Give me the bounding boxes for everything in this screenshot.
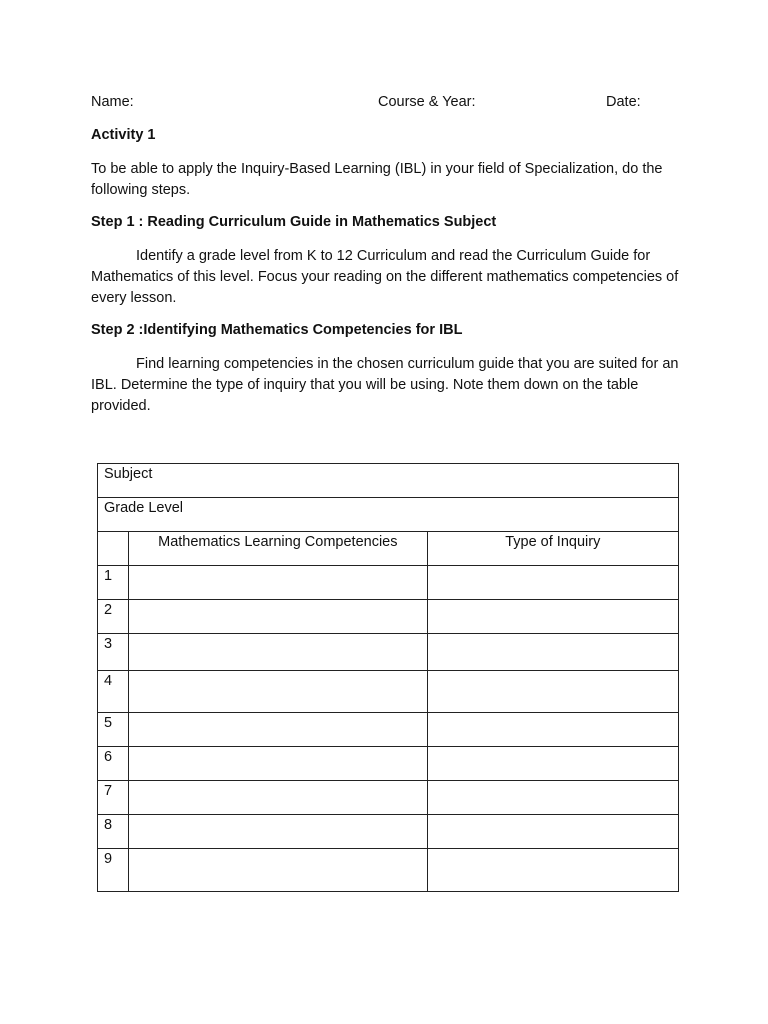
row-number: 1: [98, 566, 129, 600]
competency-cell[interactable]: [129, 746, 428, 780]
subject-label: Subject: [104, 466, 153, 482]
row-number: 6: [98, 746, 129, 780]
inquiry-header: Type of Inquiry: [427, 532, 678, 566]
inquiry-cell[interactable]: [427, 634, 678, 671]
inquiry-cell[interactable]: [427, 712, 678, 746]
table-row: [98, 634, 679, 671]
table-row: [98, 848, 679, 891]
intro-paragraph: To be able to apply the Inquiry-Based Learning (IBL) in your field of Specialization, do the following steps.: [91, 161, 663, 198]
inquiry-cell[interactable]: [427, 814, 678, 848]
row-number: 4: [98, 671, 129, 712]
step1-body: Identify a grade level from K to 12 Curriculum and read the Curriculum Guide for Mathematics of this level. Focus your reading on the different mathematics competencies of every lesson.: [91, 248, 679, 306]
competency-cell[interactable]: [129, 712, 428, 746]
date-label: Date:: [606, 94, 641, 110]
table-row: [98, 746, 679, 780]
competency-cell[interactable]: [129, 848, 428, 891]
name-label: Name:: [91, 94, 134, 110]
table-row: [98, 566, 679, 600]
inquiry-cell[interactable]: [427, 671, 678, 712]
grade-level-cell[interactable]: [98, 498, 679, 532]
table-row: [98, 600, 679, 634]
inquiry-cell[interactable]: [427, 746, 678, 780]
table-row: [98, 712, 679, 746]
competencies-table: [97, 463, 679, 892]
competency-cell[interactable]: [129, 671, 428, 712]
competency-cell[interactable]: [129, 634, 428, 671]
inquiry-cell[interactable]: [427, 600, 678, 634]
competency-cell[interactable]: [129, 814, 428, 848]
row-number: 3: [98, 634, 129, 671]
competency-cell[interactable]: [129, 600, 428, 634]
course-year-label: Course & Year:: [378, 94, 476, 110]
step2-body: Find learning competencies in the chosen curriculum guide that you are suited for an IBL. Determine the type of inquiry that you will be using. Note them down on the table provided.: [91, 356, 679, 414]
row-number: 9: [98, 848, 129, 891]
row-number: 5: [98, 712, 129, 746]
table-header-row: [98, 532, 679, 566]
table-row: [98, 671, 679, 712]
inquiry-cell[interactable]: [427, 780, 678, 814]
activity-title: Activity 1: [91, 127, 156, 143]
row-number: 2: [98, 600, 129, 634]
row-number: 7: [98, 780, 129, 814]
competencies-header: Mathematics Learning Competencies: [129, 532, 428, 566]
inquiry-cell[interactable]: [427, 566, 678, 600]
competency-cell[interactable]: [129, 566, 428, 600]
competency-cell[interactable]: [129, 780, 428, 814]
step1-heading: Step 1 : Reading Curriculum Guide in Mathematics Subject: [91, 214, 497, 230]
subject-cell[interactable]: [98, 464, 679, 498]
table-row: [98, 780, 679, 814]
row-number-header: [98, 532, 129, 566]
row-number: 8: [98, 814, 129, 848]
table-row: [98, 814, 679, 848]
step2-heading: Step 2 :Identifying Mathematics Competencies for IBL: [91, 322, 463, 338]
inquiry-cell[interactable]: [427, 848, 678, 891]
grade-level-label: Grade Level: [104, 500, 183, 517]
